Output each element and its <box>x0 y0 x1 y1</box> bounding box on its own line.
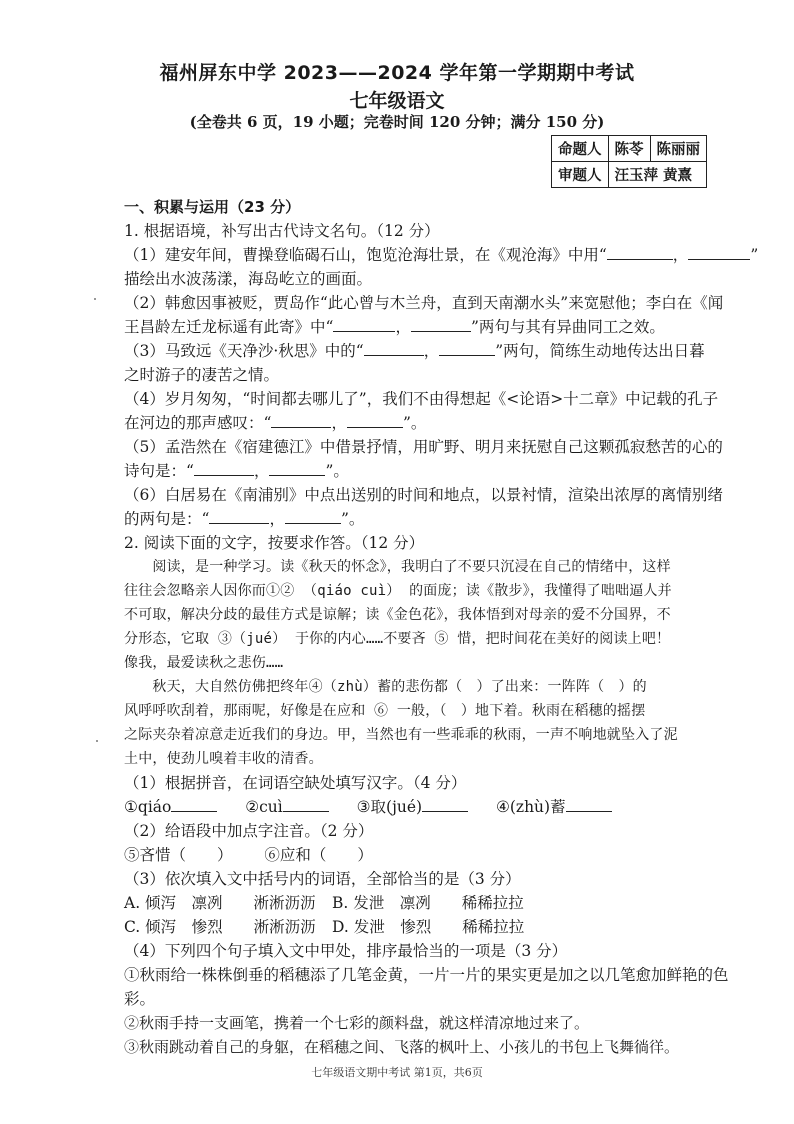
answer-blank[interactable] <box>688 259 750 260</box>
sentence-1-cont: 彩。 <box>124 990 156 1008</box>
q1-5-line: （5）孟浩然在《宿建德江》中借景抒情，用旷野、明月来抚慰自己这颗孤寂愁苦的心的 <box>124 438 723 456</box>
q1-5-text: 诗句是：“ <box>124 462 194 480</box>
answer-blank[interactable] <box>171 811 217 812</box>
passage-line: 像我，最爱读秋之悲伤…… <box>124 655 284 671</box>
passage-line: 分形态，它取 ③（jué） 于你的内心……不要吝 ⑤ 惜，把时间花在美好的阅读上吧！ <box>124 631 671 647</box>
sentence-3: ③秋雨跳动着自己的身躯，在稻穗之间、飞落的枫叶上、小孩儿的书包上飞舞徜徉。 <box>124 1038 680 1056</box>
exam-grade: 七年级语文 <box>349 90 445 112</box>
pinyin-item: ②cuì <box>245 798 283 816</box>
comma: ， <box>269 510 285 528</box>
q1-4-line: （4）岁月匆匆，“时间都去哪儿了”，我们不由得想起《<论语>十二章》中记载的孔子 <box>124 390 719 408</box>
answer-blank[interactable] <box>333 331 395 332</box>
q1-2-text: 王昌龄左迁龙标遥有此寄》中“ <box>124 318 334 336</box>
q1-2-tail: ”两句与其有异曲同工之效。 <box>470 318 665 336</box>
subquestion-1: （1）根据拼音，在词语空缺处填写汉字。（4 分） <box>124 774 467 792</box>
staff-reviewers: 汪玉萍 黄熹 <box>608 162 707 188</box>
pinyin-blanks <box>124 796 612 818</box>
answer-blank[interactable] <box>347 427 403 428</box>
passage-line: 秋天，大自然仿佛把终年④（zhù）蓄的悲伤都（ ）了出来：一阵阵（ ）的 <box>124 679 647 695</box>
phonetic-item[interactable]: ⑤吝惜（ ） <box>124 846 233 864</box>
comma: ， <box>423 342 440 360</box>
q1-1-cont: 描绘出水波荡漾，海岛屹立的画面。 <box>124 270 373 288</box>
pinyin-item: ③取(jué) <box>356 798 423 816</box>
q1-2-line: （2）韩愈因事被贬，贾岛作“此心曾与木兰舟，直到天南潮水头”来宽慰他；李白在《闻 <box>124 294 724 312</box>
q1-6-line: （6）白居易在《南浦别》中点出送别的时间和地点，以景衬情，渲染出浓厚的离情别绪 <box>124 486 723 504</box>
answer-blank[interactable] <box>439 355 495 356</box>
pinyin-item: ①qiáo <box>124 798 172 816</box>
options-row-2 <box>124 916 524 938</box>
comma: ， <box>253 462 270 480</box>
exam-title: 福州屏东中学 2023——2024 学年第一学期期中考试 <box>159 62 635 84</box>
q1-1-text: （1）建安年间，曹操登临碣石山，饱览沧海壮景，在《观沧海》中用“ <box>124 246 607 264</box>
staff-label-reviewer: 审题人 <box>552 162 609 188</box>
option-b[interactable]: B. 发泄 凛冽 稀稀拉拉 <box>332 894 524 912</box>
q1-5-cont <box>124 460 349 482</box>
option-a[interactable]: A. 倾泻 凛冽 淅淅沥沥 <box>124 894 316 912</box>
subquestion-4: （4）下列四个句子填入文中甲处，排序最恰当的一项是（3 分） <box>124 942 568 960</box>
phonetic-item[interactable]: ⑥应和（ ） <box>264 846 373 864</box>
answer-blank[interactable] <box>566 811 612 812</box>
pinyin-item: ④(zhù)蓄 <box>495 798 566 816</box>
passage-line: 往往会忽略亲人因你而①② （qiáo cuì） 的面庞；读《散步》，我懂得了咄咄逼人并 <box>124 583 672 599</box>
q1-3-tail: ”两句，简练生动地传达出日暮 <box>495 342 705 360</box>
answer-blank[interactable] <box>283 811 329 812</box>
q1-6-text: 的两句是：“ <box>124 510 210 528</box>
comma: ， <box>331 414 347 432</box>
q1-3-cont: 之时游子的凄苦之情。 <box>124 366 280 384</box>
staff-name-2: 陈丽丽 <box>650 136 707 162</box>
answer-blank[interactable] <box>411 331 471 332</box>
quote-close: ”。 <box>402 414 427 432</box>
passage-line: 不可取，解决分歧的最佳方式是谅解；读《金色花》，我体悟到对母亲的爱不分国界，不 <box>124 607 671 623</box>
answer-blank[interactable] <box>422 811 468 812</box>
comma: ， <box>672 246 689 264</box>
exam-subtitle: (全卷共 6 页，19 小题；完卷时间 120 分钟；满分 150 分) <box>189 113 605 131</box>
answer-blank[interactable] <box>209 523 269 524</box>
q1-4-cont <box>124 412 426 434</box>
q1-2-cont <box>124 316 665 338</box>
scan-speck <box>96 740 98 742</box>
staff-table <box>551 135 707 188</box>
quote-close: ”。 <box>340 510 365 528</box>
question-1-heading: 1. 根据语境，补写出古代诗文名句。（12 分） <box>124 222 440 240</box>
answer-blank[interactable] <box>269 475 325 476</box>
passage-line: 土中，使劲儿嗅着丰收的清香。 <box>124 751 323 767</box>
q1-3-text: （3）马致远《天净沙·秋思》中的“ <box>124 342 364 360</box>
quote-close: ”。 <box>325 462 349 480</box>
comma: ， <box>395 318 411 336</box>
question-2-heading: 2. 阅读下面的文字，按要求作答。（12 分） <box>124 534 425 552</box>
answer-blank[interactable] <box>194 475 254 476</box>
q1-6-cont <box>124 508 364 530</box>
option-d[interactable]: D. 发泄 惨烈 稀稀拉拉 <box>332 918 525 936</box>
passage-line: 之际夹杂着凉意走近我们的身边。甲，当然也有一些乖乖的秋雨，一声不响地就坠入了泥 <box>124 727 678 743</box>
q1-3-line <box>124 340 705 362</box>
staff-label-author: 命题人 <box>552 136 609 162</box>
option-c[interactable]: C. 倾泻 惨烈 淅淅沥沥 <box>124 918 316 936</box>
answer-blank[interactable] <box>607 259 673 260</box>
passage-line: 阅读，是一种学习。读《秋天的怀念》，我明白了不要只沉浸在自己的情绪中，这样 <box>124 559 671 575</box>
answer-blank[interactable] <box>364 355 424 356</box>
subquestion-3: （3）依次填入文中括号内的词语，全部恰当的是（3 分） <box>124 870 521 888</box>
answer-blank[interactable] <box>285 523 341 524</box>
answer-blank[interactable] <box>271 427 331 428</box>
section-heading: 一、积累与运用（23 分） <box>124 198 301 216</box>
scan-speck <box>94 298 96 300</box>
page-footer: 七年级语文期中考试 第1页，共6页 <box>311 1066 483 1079</box>
options-row-1 <box>124 892 524 914</box>
sentence-1: ①秋雨给一株株倒垂的稻穗添了几笔金黄，一片一片的果实更是加之以几笔愈加鲜艳的色 <box>124 966 729 984</box>
staff-name-1: 陈苓 <box>608 136 650 162</box>
passage-line: 风呼呼吹刮着，那雨呢，好像是在应和 ⑥ 一般，（ ）地下着。秋雨在稻穗的摇摆 <box>124 703 646 719</box>
quote-close: ” <box>750 246 759 264</box>
sentence-2: ②秋雨手持一支画笔，携着一个七彩的颜料盘，就这样清凉地过来了。 <box>124 1014 590 1032</box>
q1-1-line <box>124 244 758 266</box>
q1-4-text: 在河边的那声感叹：“ <box>124 414 272 432</box>
subquestion-2: （2）给语段中加点字注音。（2 分） <box>124 822 374 840</box>
phonetic-items <box>124 844 373 866</box>
